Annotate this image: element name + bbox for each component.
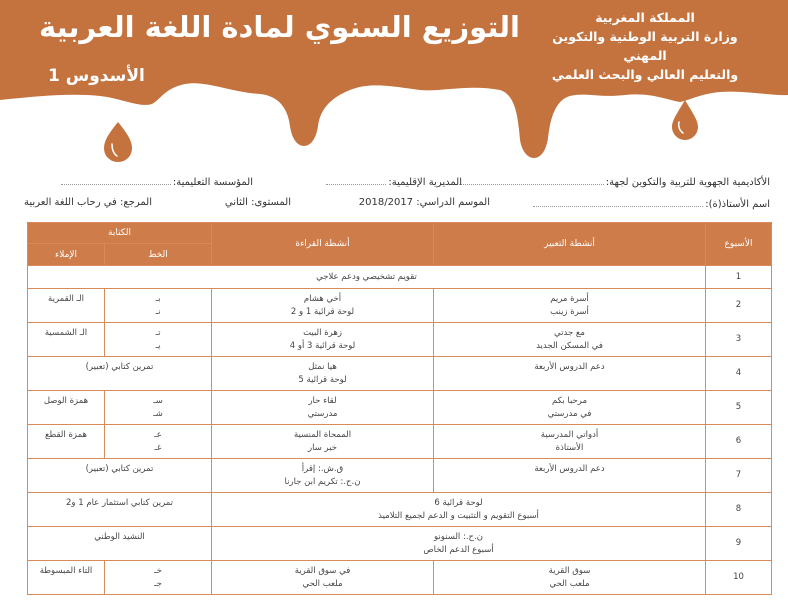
season-field: الموسم الدراسي: 2018/2017 [358, 197, 490, 208]
page-title: التوزيع السنوي لمادة اللغة العربية [39, 10, 520, 44]
expression-cell: أسرة مريم أسرة زينب [434, 289, 706, 323]
week-cell: 4 [706, 357, 772, 391]
reading-cell: هيا نمثل لوحة قرائية 5 [212, 357, 434, 391]
header-expression: أنشطة التعبير [434, 223, 706, 266]
reading-cell: زهرة البيت لوحة قرائية 3 أو 4 [212, 323, 434, 357]
week-cell: 9 [706, 527, 772, 561]
table-row [28, 357, 772, 391]
handwriting-cell: تـ يـ [105, 323, 212, 357]
writing-span-cell: النشيد الوطني [28, 527, 212, 561]
table-row [28, 527, 772, 561]
distribution-table [27, 222, 772, 595]
expression-cell: مرحبا بكم في مدرستي [434, 391, 706, 425]
week-cell: 10 [706, 561, 772, 595]
header-writing: الكتابة [28, 223, 212, 244]
header-week: الأسبوع [706, 223, 772, 266]
table-row [28, 459, 772, 493]
grade-field: المستوى: الثاني [224, 197, 291, 208]
semester-label: الأسدوس 1 [48, 66, 145, 86]
week-cell: 2 [706, 289, 772, 323]
reference-field: المرجع: في رحاب اللغة العربية [24, 197, 152, 208]
expression-reading-span-cell: لوحة قرائية 6 أسبوع التقويم و التثبيت و الدعم لجميع التلاميذ [212, 493, 706, 527]
week-cell: 5 [706, 391, 772, 425]
handwriting-cell: بـ نـ [105, 289, 212, 323]
ministry-block [530, 8, 760, 84]
academy-field [444, 175, 770, 188]
header-dictation: الإملاء [28, 244, 105, 266]
teacher-label: اسم الأستاذ(ة): [705, 199, 770, 210]
ministry-line-3: والتعليم العالي والبحث العلمي [551, 67, 739, 82]
institution-label: المؤسسة التعليمية: [172, 177, 253, 188]
reading-cell: في سوق القرية ملعب الحي [212, 561, 434, 595]
dictation-cell: همزة القطع [28, 425, 105, 459]
teacher-field [533, 197, 770, 210]
directorate-field [326, 175, 462, 188]
header-handwriting: الخط [105, 244, 212, 266]
expression-cell: دعم الدروس الأربعة [434, 357, 706, 391]
expression-cell: مع جدتي في المسكن الجديد [434, 323, 706, 357]
academy-label: الأكاديمية الجهوية للتربية والتكوين لجهة: [605, 177, 770, 188]
drip-highlight-3 [514, 144, 519, 156]
span-cell: تقويم تشخيصي ودعم علاجي [28, 266, 706, 289]
writing-span-cell: تمرين كتابي (تعبير) [28, 357, 212, 391]
writing-span-cell: تمرين كتابي استثمار عام 1 و2 [28, 493, 212, 527]
drip-right [672, 100, 698, 140]
writing-span-cell: تمرين كتابي (تعبير) [28, 459, 212, 493]
table-row [28, 289, 772, 323]
ministry-line-1: المملكة المغربية [595, 10, 695, 25]
table-row [28, 323, 772, 357]
header-reading: أنشطة القراءة [212, 223, 434, 266]
week-cell: 8 [706, 493, 772, 527]
dictation-cell: التاء المبسوطة [28, 561, 105, 595]
handwriting-cell: سـ شـ [105, 391, 212, 425]
table-row [28, 425, 772, 459]
reading-cell: الممحاة المنسية خبر سار [212, 425, 434, 459]
week-cell: 6 [706, 425, 772, 459]
expression-reading-span-cell: ن.ح.: السنونو أسبوع الدعم الخاص [212, 527, 706, 561]
reading-cell: ق.ش.: إقرأ ن.ح.: تكريم ابن جارنا [212, 459, 434, 493]
dictation-cell: همزة الوصل [28, 391, 105, 425]
table-row [28, 266, 772, 289]
dictation-cell: الـ القمرية [28, 289, 105, 323]
handwriting-cell: خـ جـ [105, 561, 212, 595]
table-row [28, 561, 772, 595]
week-cell: 7 [706, 459, 772, 493]
week-cell: 3 [706, 323, 772, 357]
expression-cell: أدواتي المدرسية الأستاذة [434, 425, 706, 459]
directorate-label: المديرية الإقليمية: [388, 177, 462, 188]
expression-cell: دعم الدروس الأربعة [434, 459, 706, 493]
drip-left [104, 122, 132, 162]
table-row [28, 493, 772, 527]
ministry-line-2: وزارة التربية الوطنية والتكوين المهني [552, 29, 738, 63]
dictation-cell: الـ الشمسية [28, 323, 105, 357]
reading-cell: أخي هشام لوحة قرائية 1 و 2 [212, 289, 434, 323]
table-row [28, 391, 772, 425]
expression-cell: سوق القرية ملعب الحي [434, 561, 706, 595]
week-cell: 1 [706, 266, 772, 289]
reading-cell: لقاء حار مدرستي [212, 391, 434, 425]
handwriting-cell: عـ غـ [105, 425, 212, 459]
institution-field [61, 175, 253, 188]
